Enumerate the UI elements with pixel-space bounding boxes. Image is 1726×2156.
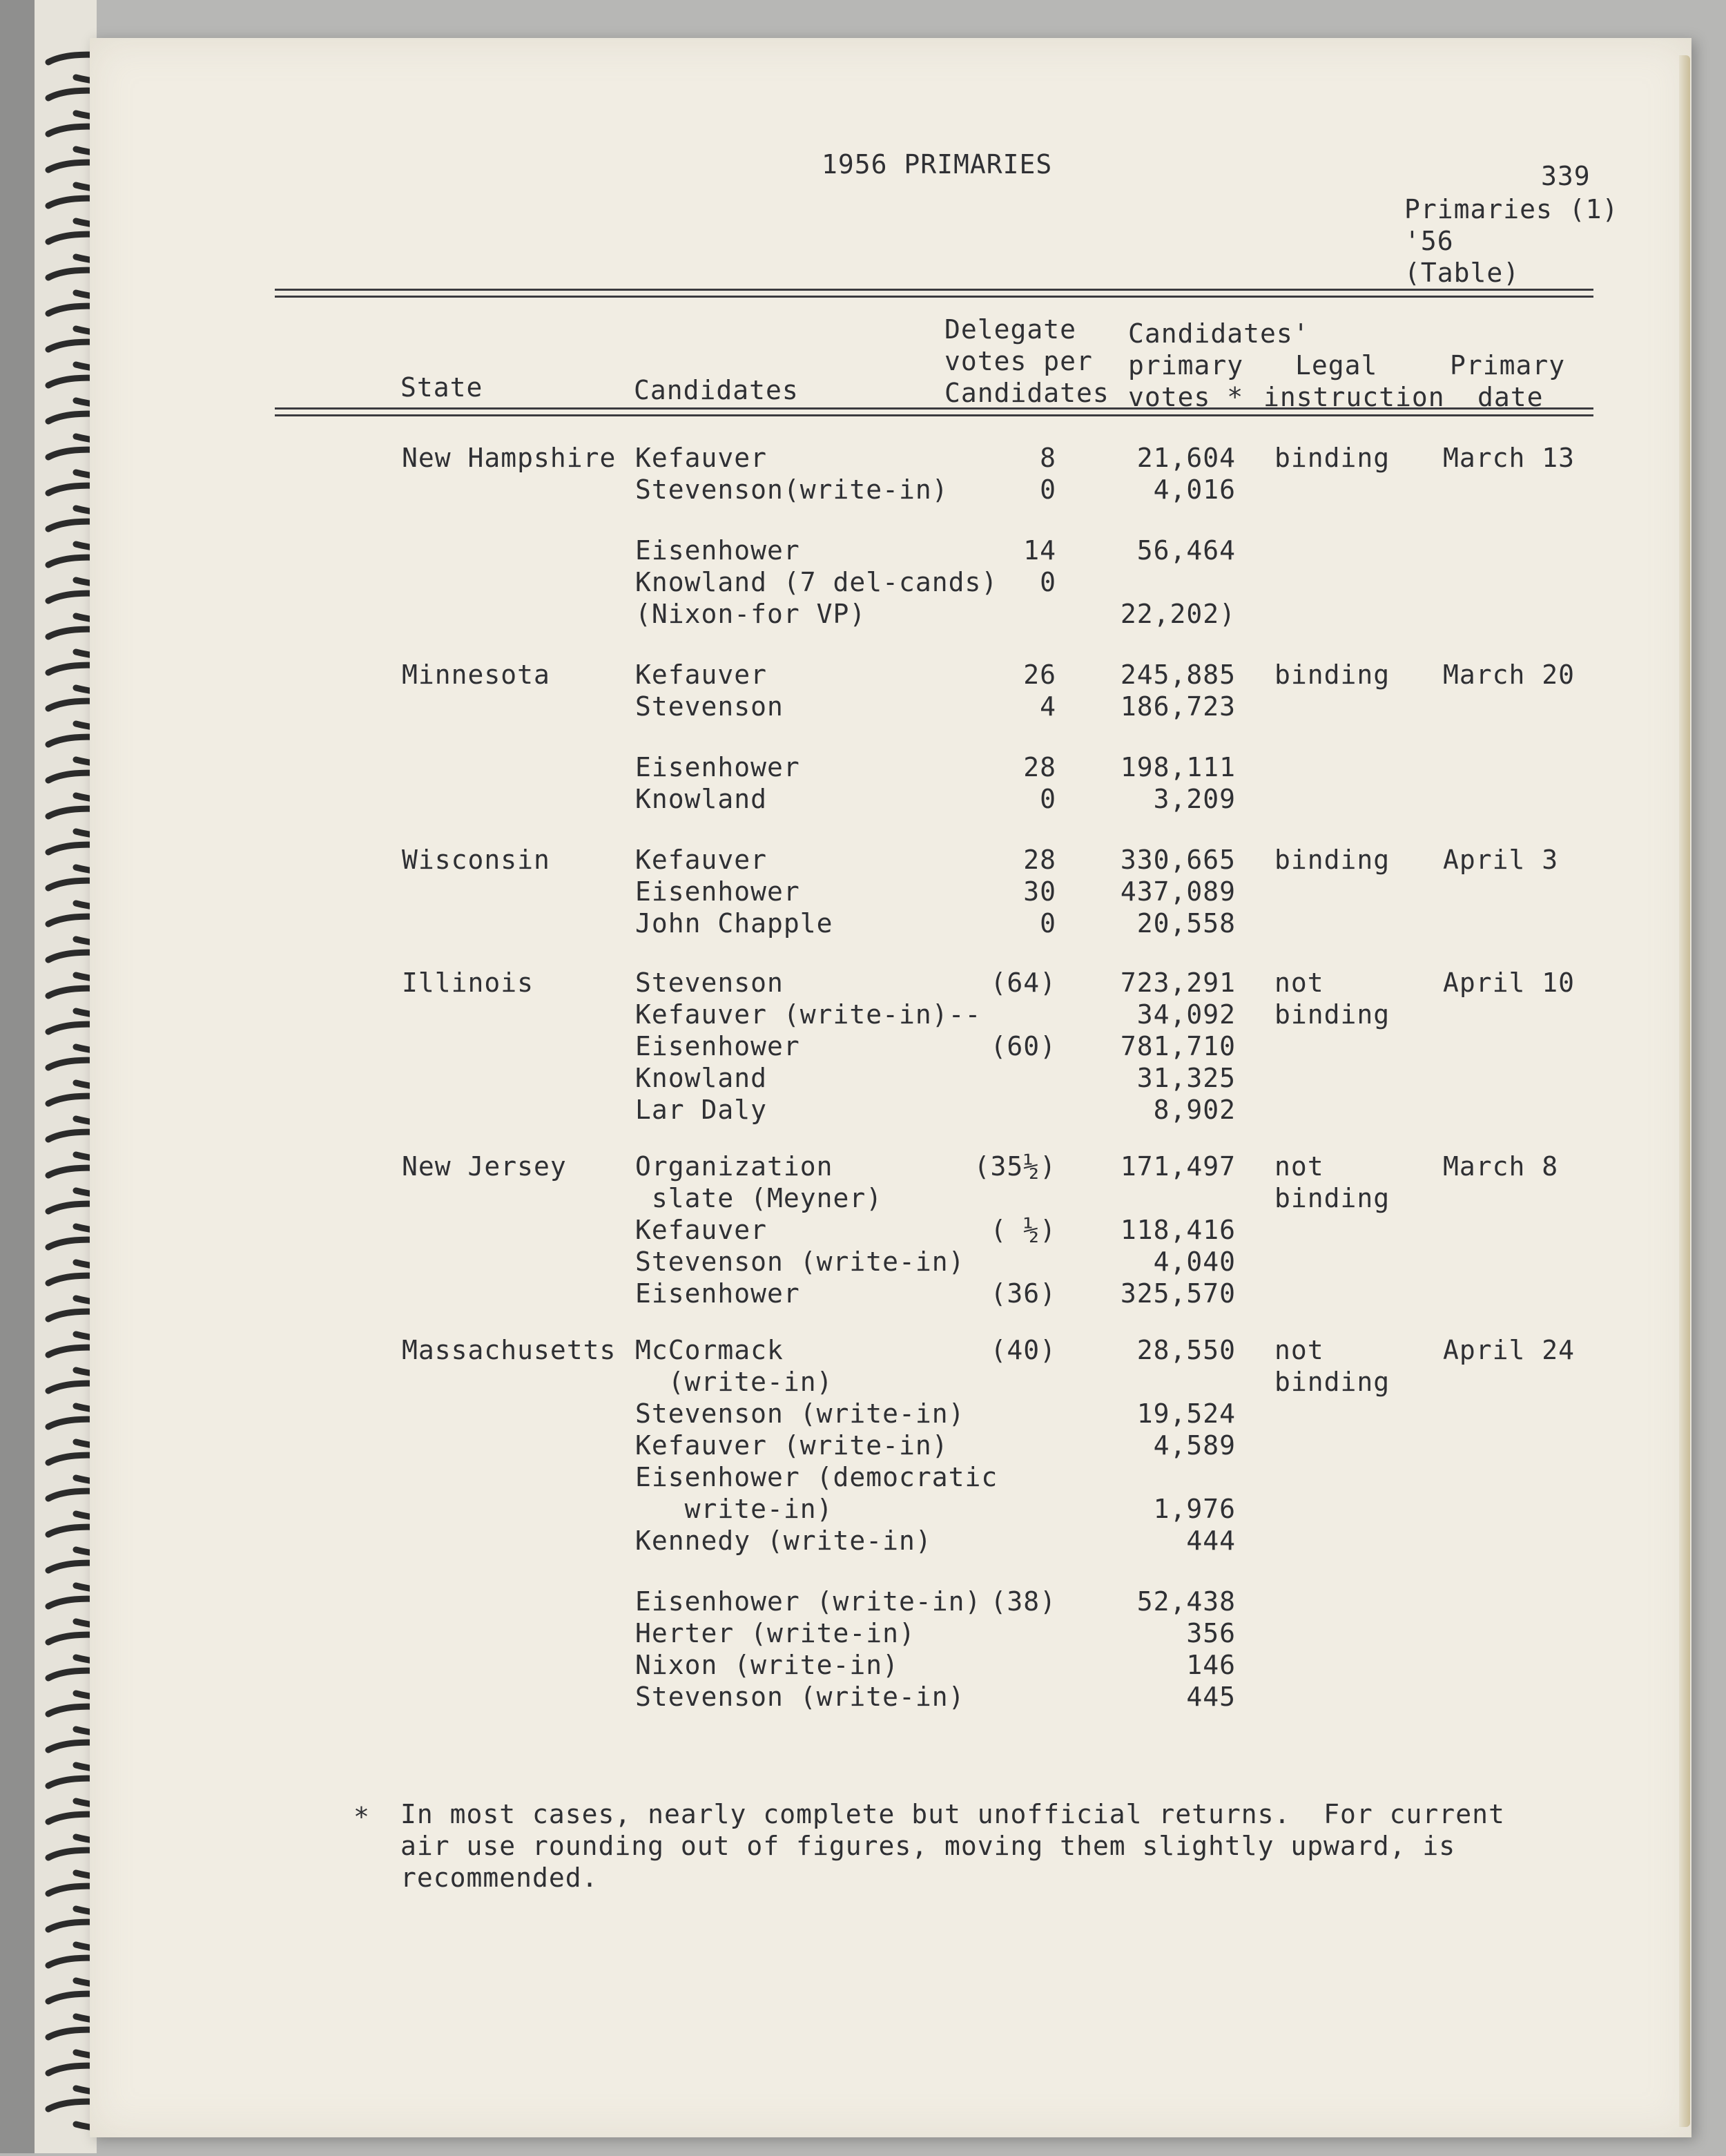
row-candidate: Stevenson (write-in) (635, 1682, 965, 1712)
row-candidate: Stevenson (write-in) (635, 1247, 965, 1277)
row-delegate-votes: (38) (990, 1586, 1056, 1617)
row-primary-votes: 31,325 (1136, 1063, 1236, 1093)
row-candidate: Organization (635, 1151, 833, 1182)
col-header-date-2: date (1477, 382, 1544, 412)
row-primary-date: March 20 (1443, 660, 1575, 690)
row-primary-votes: 28,550 (1136, 1335, 1236, 1365)
row-primary-votes: 445 (1186, 1682, 1236, 1712)
row-candidate: Nixon (write-in) (635, 1650, 900, 1680)
row-legal-instruction: not (1274, 1335, 1324, 1365)
row-delegate-votes: 0 (1040, 784, 1056, 814)
row-candidate: (write-in) (635, 1367, 833, 1397)
row-state: Illinois (402, 968, 534, 998)
page-edge (1679, 55, 1690, 2127)
page-title: 1956 PRIMARIES (822, 149, 1053, 180)
row-candidate: Kefauver (635, 443, 768, 473)
row-delegate-votes: (36) (990, 1278, 1056, 1309)
row-primary-votes: 444 (1186, 1525, 1236, 1556)
header-rule-1 (275, 407, 1593, 410)
row-primary-votes: 186,723 (1120, 691, 1236, 722)
row-candidate: Eisenhower (write-in) (635, 1586, 982, 1617)
row-candidate: Kefauver (write-in)-- (635, 999, 982, 1030)
row-primary-votes: 330,665 (1120, 845, 1236, 875)
row-legal-instruction: binding (1274, 1183, 1390, 1213)
row-delegate-votes: 8 (1040, 443, 1056, 473)
row-primary-votes: 20,558 (1136, 908, 1236, 939)
col-header-votes-1: Candidates' (1128, 318, 1310, 349)
section-label-3: (Table) (1404, 258, 1520, 288)
row-candidate: Eisenhower (635, 535, 800, 566)
col-header-date-1: Primary (1450, 350, 1566, 381)
row-candidate: Knowland (7 del-cands) (635, 567, 998, 597)
section-label-1: Primaries (1) (1404, 194, 1619, 224)
row-primary-date: April 3 (1443, 845, 1559, 875)
col-header-legal-2: instruction (1263, 382, 1445, 412)
row-delegate-votes: (60) (990, 1031, 1056, 1061)
header-rule-2 (275, 414, 1593, 416)
row-primary-votes: 56,464 (1136, 535, 1236, 566)
row-candidate: Eisenhower (635, 1278, 800, 1309)
footnote-line-2: air use rounding out of figures, moving them slightly upward, is (400, 1831, 1456, 1861)
row-delegate-votes: 26 (1023, 660, 1056, 690)
row-delegate-votes: ( ½) (990, 1215, 1056, 1245)
row-candidate: Kefauver (write-in) (635, 1430, 949, 1461)
col-header-state: State (400, 372, 483, 403)
row-primary-votes: 21,604 (1136, 443, 1236, 473)
row-candidate: Kefauver (635, 1215, 768, 1245)
row-primary-votes: 4,040 (1153, 1247, 1236, 1277)
row-primary-votes: 22,202) (1120, 599, 1236, 629)
row-delegate-votes: 0 (1040, 908, 1056, 939)
footnote-line-1: In most cases, nearly complete but unofficial returns. For current (400, 1799, 1505, 1829)
row-primary-votes: 146 (1186, 1650, 1236, 1680)
row-delegate-votes: 30 (1023, 876, 1056, 907)
row-delegate-votes: 0 (1040, 567, 1056, 597)
col-header-delegate-2: votes per (944, 346, 1093, 376)
row-candidate: Stevenson (write-in) (635, 1398, 965, 1429)
row-primary-votes: 3,209 (1153, 784, 1236, 814)
row-primary-votes: 356 (1186, 1618, 1236, 1648)
page-number: 339 (1541, 161, 1591, 191)
top-rule-2 (275, 296, 1593, 298)
row-candidate: Eisenhower (635, 752, 800, 782)
row-candidate: Kennedy (write-in) (635, 1525, 932, 1556)
row-primary-votes: 325,570 (1120, 1278, 1236, 1309)
row-candidate: Eisenhower (democratic (635, 1462, 998, 1492)
row-primary-votes: 4,016 (1153, 474, 1236, 505)
footnote-line-3: recommended. (400, 1863, 599, 1893)
row-legal-instruction: binding (1274, 999, 1390, 1030)
row-delegate-votes: 28 (1023, 752, 1056, 782)
row-primary-votes: 34,092 (1136, 999, 1236, 1030)
row-candidate: write-in) (635, 1494, 833, 1524)
row-delegate-votes: 28 (1023, 845, 1056, 875)
row-candidate: Knowland (635, 1063, 768, 1093)
row-legal-instruction: binding (1274, 443, 1390, 473)
row-candidate: Stevenson (635, 968, 784, 998)
row-candidate: Eisenhower (635, 1031, 800, 1061)
row-primary-votes: 245,885 (1120, 660, 1236, 690)
row-candidate: Knowland (635, 784, 768, 814)
row-state: New Jersey (402, 1151, 567, 1182)
top-rule-1 (275, 289, 1593, 291)
col-header-votes-3: votes * (1128, 382, 1244, 412)
row-primary-votes: 1,976 (1153, 1494, 1236, 1524)
row-state: Minnesota (402, 660, 550, 690)
row-legal-instruction: binding (1274, 845, 1390, 875)
row-primary-votes: 437,089 (1120, 876, 1236, 907)
col-header-delegate-1: Delegate (944, 314, 1077, 345)
row-state: New Hampshire (402, 443, 617, 473)
row-legal-instruction: not (1274, 968, 1324, 998)
row-candidate: McCormack (635, 1335, 784, 1365)
row-candidate: John Chapple (635, 908, 833, 939)
row-primary-votes: 723,291 (1120, 968, 1236, 998)
row-candidate: slate (Meyner) (635, 1183, 883, 1213)
row-primary-votes: 118,416 (1120, 1215, 1236, 1245)
section-label-2: '56 (1404, 226, 1454, 256)
row-primary-votes: 19,524 (1136, 1398, 1236, 1429)
footnote-mark: * (353, 1802, 370, 1832)
row-delegate-votes: (35½) (973, 1151, 1056, 1182)
row-candidate: Kefauver (635, 845, 768, 875)
row-primary-date: March 13 (1443, 443, 1575, 473)
row-primary-votes: 781,710 (1120, 1031, 1236, 1061)
row-primary-date: April 10 (1443, 968, 1575, 998)
row-legal-instruction: binding (1274, 1367, 1390, 1397)
row-candidate: Lar Daly (635, 1095, 768, 1125)
row-primary-date: April 24 (1443, 1335, 1575, 1365)
col-header-candidates: Candidates (634, 375, 799, 405)
row-delegate-votes: (40) (990, 1335, 1056, 1365)
row-candidate: Stevenson(write-in) (635, 474, 949, 505)
row-primary-votes: 198,111 (1120, 752, 1236, 782)
row-state: Wisconsin (402, 845, 550, 875)
col-header-votes-2: primary (1128, 350, 1244, 381)
row-legal-instruction: not (1274, 1151, 1324, 1182)
row-candidate: (Nixon-for VP) (635, 599, 866, 629)
row-primary-votes: 171,497 (1120, 1151, 1236, 1182)
row-candidate: Kefauver (635, 660, 768, 690)
row-candidate: Eisenhower (635, 876, 800, 907)
row-primary-date: March 8 (1443, 1151, 1559, 1182)
col-header-delegate-3: Candidates (944, 378, 1109, 408)
row-delegate-votes: (64) (990, 968, 1056, 998)
row-primary-votes: 4,589 (1153, 1430, 1236, 1461)
row-delegate-votes: 4 (1040, 691, 1056, 722)
row-candidate: Stevenson (635, 691, 784, 722)
row-delegate-votes: 14 (1023, 535, 1056, 566)
row-delegate-votes: 0 (1040, 474, 1056, 505)
col-header-legal-1: Legal (1295, 350, 1378, 381)
row-primary-votes: 8,902 (1153, 1095, 1236, 1125)
row-legal-instruction: binding (1274, 660, 1390, 690)
row-candidate: Herter (write-in) (635, 1618, 915, 1648)
row-primary-votes: 52,438 (1136, 1586, 1236, 1617)
row-state: Massachusetts (402, 1335, 617, 1365)
